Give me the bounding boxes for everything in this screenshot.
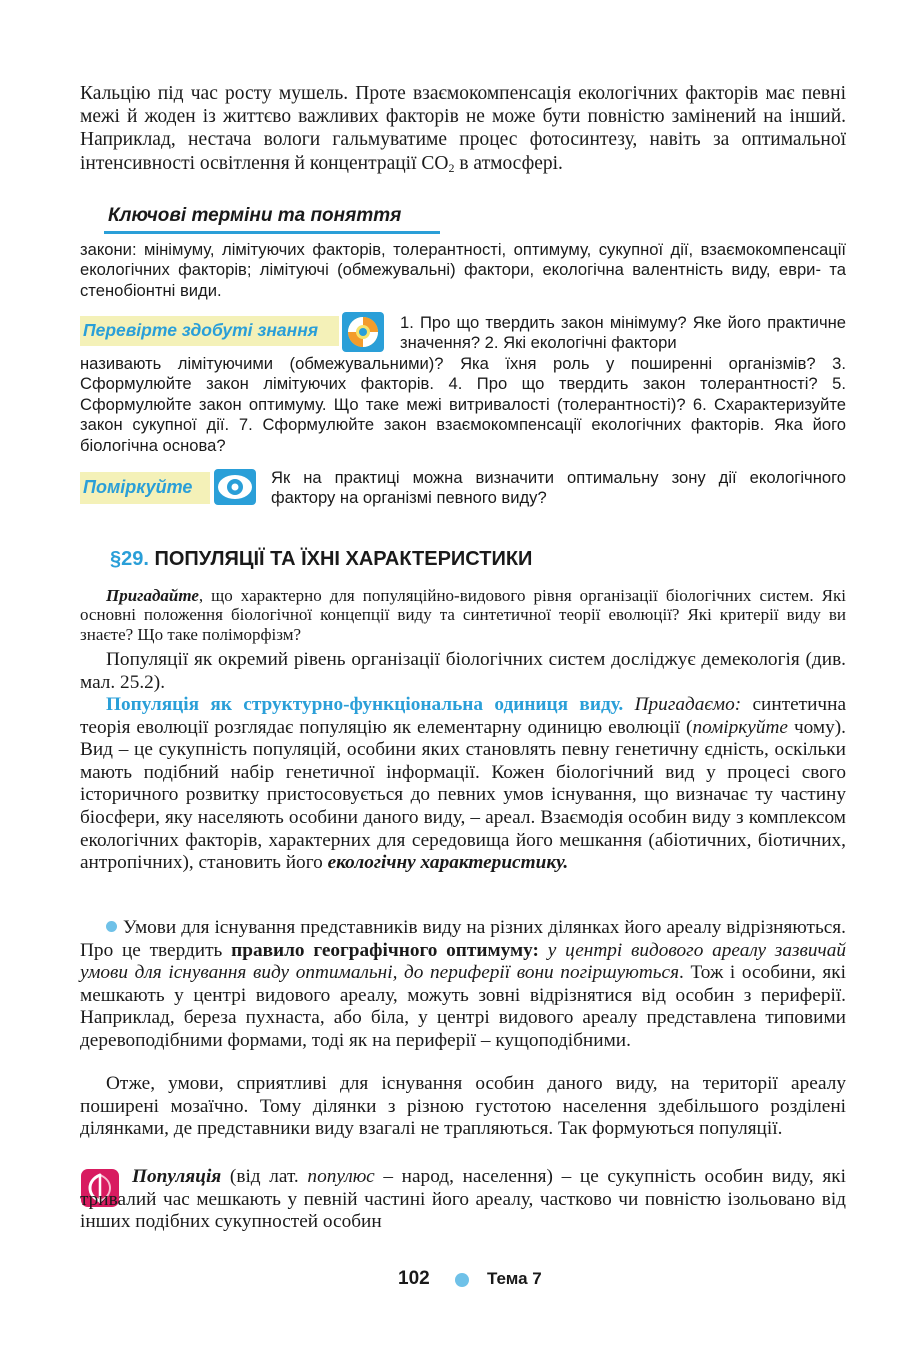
key-terms-heading: [80, 204, 440, 234]
geographic-optimum-rule: правило географічного оптимуму:: [231, 939, 539, 961]
bullet-dot: [106, 921, 117, 932]
topic-label: Тема 7: [487, 1269, 542, 1288]
key-terms-underline: [104, 231, 440, 234]
paragraph-4-text: Отже, умови, сприятливі для існування особин даного виду, на території ареалу поширені мозаїчно. Тому ділянки з різною густотою населення здебільшого розділені ділянками, де представники виду взагалі не трапляються. Так формуються популяції.: [80, 1073, 846, 1140]
think-badge: [80, 472, 210, 504]
paragraph-2: [80, 694, 846, 875]
check-knowledge-label: Перевірте здобуті знання: [83, 320, 319, 340]
paragraph-3-text-a: Умови для існування представників виду на різних ділянках його ареалу відрізняються. Про це твердить: [80, 917, 846, 961]
key-terms-text: [80, 240, 846, 301]
section-title-text: ПОПУЛЯЦІЇ ТА ЇХНІ ХАРАКТЕРИСТИКИ: [154, 548, 533, 570]
check-knowledge-questions-top: [400, 313, 846, 354]
paragraph-2-text-b: чому). Вид – це сукупність популяцій, особини яких становлять певну генетичну єдність, оскільки мають подібний набір генетичної інформації. Кожен біологічний вид у процесі свого історичного розвитку пристосовується до певних умов існування, що визначає ту частину біосфери, яку населяють особини даного виду, – ареал. Взаємодія особин виду з комплексом екологічних факторів, характерних для середовища його мешкання (абіотичних, біотичних, антропічних), становить його: [80, 716, 846, 874]
ecological-characteristic-term: екологічну характеристику.: [327, 852, 569, 874]
swirl-icon: [341, 311, 385, 353]
definition-text-a: (від лат.: [221, 1166, 308, 1187]
recall-text: , що характерно для популяційно-видового рівня організації біологічних систем. Які основні положення біологічної концепції виду та синтетичної теорії еволюції? Які критерії виду ви знаєте? Що таке поліморфізм?: [80, 586, 846, 644]
paragraph-1: [80, 649, 846, 694]
think-word: поміркуйте: [692, 716, 788, 738]
questions-top-text: 1. Про що твердить закон мінімуму? Яке його практичне значення? 2. Які екологічні фактори: [400, 313, 846, 353]
subsection-heading: Популяція як структурно-функціональна одиниця виду.: [106, 694, 624, 715]
recall-word: Пригадаємо:: [634, 694, 742, 715]
check-knowledge-badge: [80, 316, 339, 346]
intro-text-1: Кальцію під час росту мушель. Проте взаємокомпенсація екологічних факторів має певні межі й жоден із життєво важливих факторів не може бути повністю замінений на інший. Наприклад, нестача вологи гальмуватиме процес фотосинтезу, навіть за оптимальної інтенсивності освітлення й концентрації CO: [80, 83, 846, 174]
think-question: [271, 468, 846, 509]
questions-rest-text: називають лімітуючими (обмежувальними)? Яка їхня роль у поширенні організмів? 3. Сформулюйте закон лімітуючих факторів. 4. Про що твердить закон толерантності? 5. Сформулюйте закон оптимуму. Що таке межі витривалості (толерантності)? 6. Схарактеризуйте закон сукупної дії. 7. Сформулюйте закон взаємокомпенсації екологічних факторів. Яка його біологічна основа?: [80, 354, 846, 455]
recall-paragraph: [80, 586, 846, 644]
footer-dot: [455, 1273, 469, 1287]
intro-text-2: в атмосфері.: [454, 152, 563, 174]
definition-paragraph: [80, 1166, 846, 1234]
definition-text-b: – народ, населення) – це сукупність особин виду, які тривалий час мешкають у певній частині його ареалу, частково чи повністю ізольовано від інших подібних сукупностей особин: [80, 1166, 846, 1233]
recall-lead: Пригадайте: [106, 586, 199, 605]
check-knowledge-questions-rest: [80, 354, 846, 456]
page-number: 102: [398, 1268, 430, 1289]
paragraph-4: [80, 1073, 846, 1141]
paragraph-1-text: Популяції як окремий рівень організації біологічних систем досліджує демекологія (див. мал. 25.2).: [80, 649, 846, 693]
definition-term: Популяція: [132, 1166, 222, 1187]
paragraph-3-text-b: . Тож і особини, які мешкають у центрі видового ареалу, можуть зовні відрізнятися від особин з периферії. Наприклад, береза пухнаста, або біла, у центрі видового ареалу представлена типовими деревоподібними формами, тоді як на периферії – кущоподібними.: [80, 962, 846, 1051]
key-terms-body: закони: мінімуму, лімітуючих факторів, толерантності, оптимуму, сукупної дії, взаємокомпенсації екологічних факторів; лімітуючі (обмежувальні) фактори, екологічна валентність виду, еври- та стенобіонтні види.: [80, 240, 846, 300]
paragraph-2-text-a: синтетична теорія еволюції розглядає популяцію як елементарну одиницю еволюції (: [80, 694, 846, 738]
page-footer: [0, 1268, 918, 1292]
section-title: [110, 548, 532, 571]
paragraph-3: [80, 917, 846, 1053]
think-text: Як на практиці можна визначити оптимальну зону дії екологічного фактору на організмі певного виду?: [271, 468, 846, 508]
intro-subscript: 2: [448, 160, 455, 175]
key-terms-title: Ключові терміни та поняття: [108, 205, 402, 226]
section-number: §29.: [110, 548, 149, 570]
eye-icon: [213, 468, 257, 506]
intro-paragraph: [80, 82, 846, 180]
think-label: Поміркуйте: [83, 477, 193, 497]
definition-latin: популюс: [307, 1166, 375, 1187]
rule-text: у центрі видового ареалу зазвичай умови для існування виду оптимальні, до периферії вони погіршуються: [80, 939, 846, 984]
